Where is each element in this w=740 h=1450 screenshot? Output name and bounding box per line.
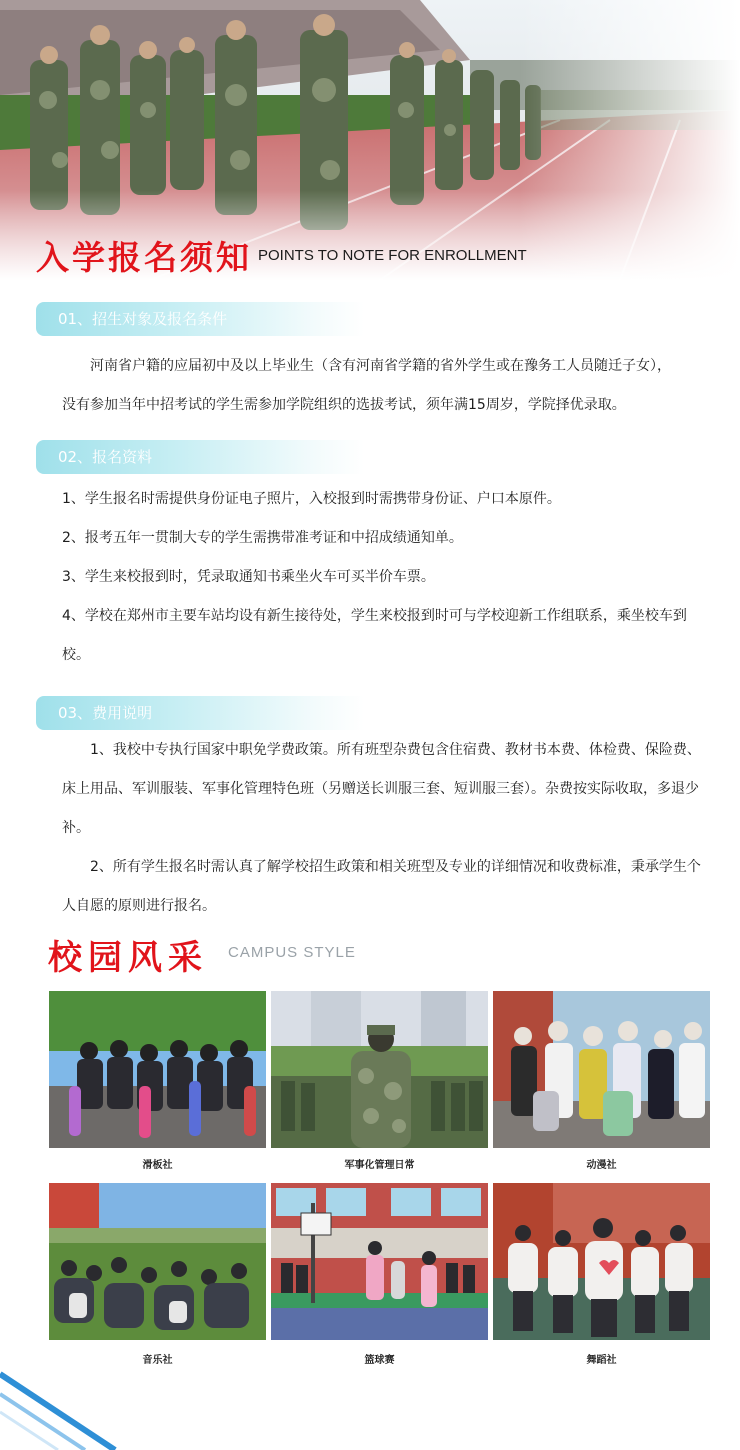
photo-caption: 舞蹈社 bbox=[586, 1355, 617, 1366]
list-item: 3、学生来校报到时，凭录取通知书乘坐火车可买半价车票。 bbox=[62, 569, 435, 585]
photo-caption: 篮球赛 bbox=[364, 1355, 395, 1366]
photo-anime-club bbox=[493, 991, 710, 1148]
photo-music-club bbox=[49, 1183, 266, 1340]
list-item: 4、学校在郑州市主要车站均设有新生接待处，学生来校报到时可与学校迎新工作组联系，乘坐校车到校。 bbox=[62, 608, 687, 663]
section-heading-fees: 03、费用说明 bbox=[36, 696, 364, 730]
page-subtitle: POINTS TO NOTE FOR ENROLLMENT bbox=[258, 247, 527, 264]
photo-caption: 军事化管理日常 bbox=[344, 1160, 415, 1171]
section-heading-eligibility: 01、招生对象及报名条件 bbox=[36, 302, 364, 336]
list-item: 1、我校中专执行国家中职免学费政策。所有班型杂费包含住宿费、教材书本费、体检费、保险费、床上用品、军训服装、军事化管理特色班（另赠送长训服三套、短训服三套）。杂费按实际收取，多退少补。 bbox=[62, 742, 701, 836]
photo-caption: 音乐社 bbox=[142, 1355, 173, 1366]
section-body-eligibility bbox=[62, 347, 712, 425]
photo-caption: 动漫社 bbox=[586, 1160, 617, 1171]
photo-skateboard-club bbox=[49, 991, 266, 1148]
photo-military-daily bbox=[271, 991, 488, 1148]
photo-caption: 滑板社 bbox=[142, 1160, 173, 1171]
photo-basketball-game bbox=[271, 1183, 488, 1340]
list-item: 2、所有学生报名时需认真了解学校招生政策和相关班型及专业的详细情况和收费标准，秉承学生个人自愿的原则进行报名。 bbox=[62, 859, 701, 914]
paragraph-line: 河南省户籍的应届初中及以上毕业生（含有河南省学籍的省外学生或在豫务工人员随迁子女）， bbox=[90, 358, 671, 374]
campus-title: 校园风采 bbox=[48, 938, 208, 978]
decorative-corner-stripes bbox=[0, 1370, 120, 1450]
list-item: 1、学生报名时需提供身份证电子照片，入校报到时需携带身份证、户口本原件。 bbox=[62, 491, 561, 507]
paragraph-line: 没有参加当年中招考试的学生需参加学院组织的选拔考试，须年满15周岁，学院择优录取。 bbox=[62, 397, 626, 413]
section-heading-documents: 02、报名资料 bbox=[36, 440, 364, 474]
page-title: 入学报名须知 bbox=[36, 238, 252, 277]
section-body-fees bbox=[62, 731, 712, 926]
list-item: 2、报考五年一贯制大专的学生需携带准考证和中招成绩通知单。 bbox=[62, 530, 463, 546]
section-body-documents bbox=[62, 480, 712, 675]
photo-dance-club bbox=[493, 1183, 710, 1340]
hero-banner bbox=[0, 0, 740, 280]
campus-subtitle: CAMPUS STYLE bbox=[228, 944, 356, 961]
